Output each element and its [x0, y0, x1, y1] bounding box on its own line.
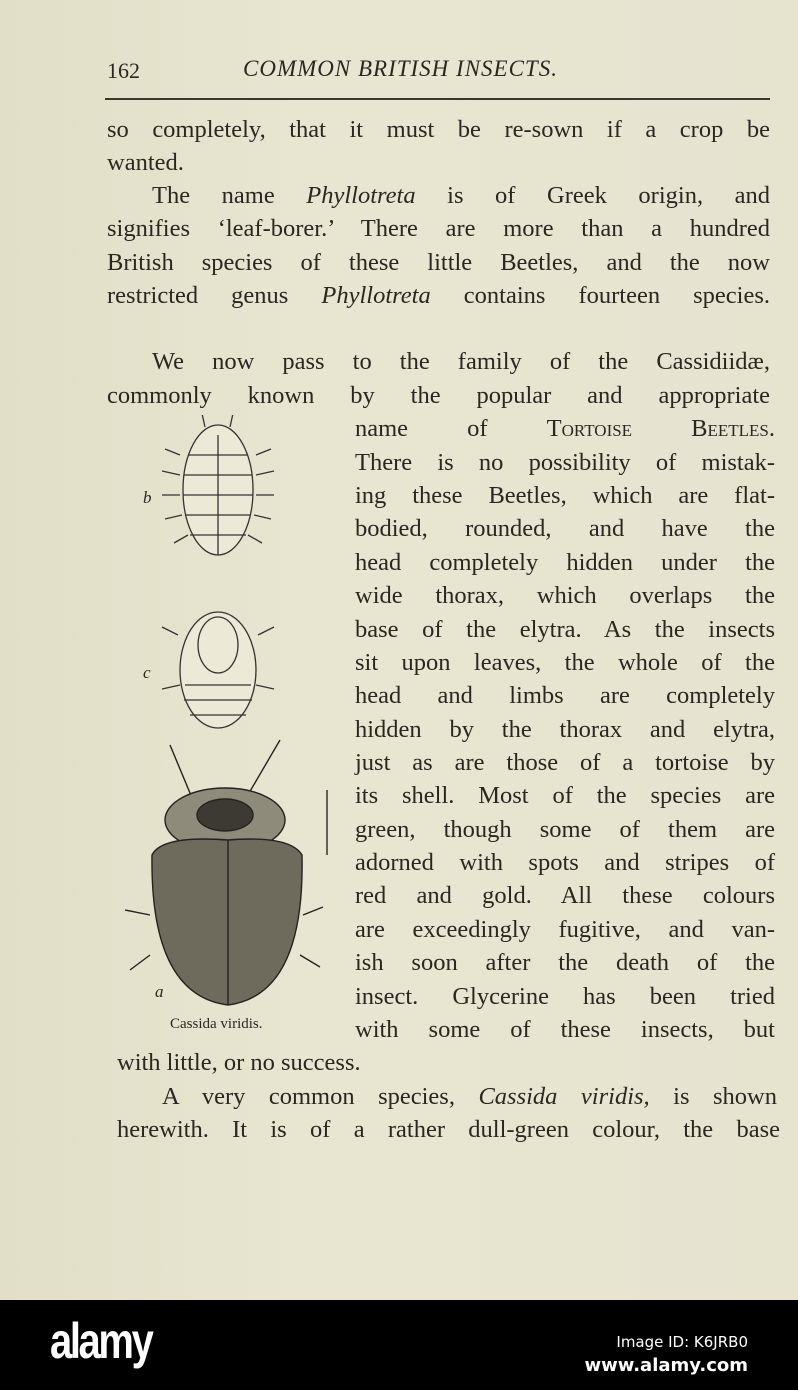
text: is of Greek origin, and [415, 182, 770, 209]
text-line [107, 181, 770, 211]
pupa-c-drawing [162, 612, 274, 728]
text-line: with some of these insects, but [355, 1016, 775, 1043]
genus-name: Phyllotreta [321, 282, 431, 309]
text-line [117, 1082, 777, 1112]
text-line: red and gold. All these colours [355, 882, 775, 909]
species-name: Cassida viridis, [478, 1083, 650, 1110]
text-line: We now pass to the family of the Cassidiidæ, [152, 348, 770, 375]
text: The name [152, 182, 307, 209]
text-line: are exceedingly fugitive, and van- [355, 916, 775, 943]
text-line: head and limbs are completely [355, 682, 775, 709]
text-line: bodied, rounded, and have the [355, 515, 775, 542]
text-line: hidden by the thorax and elytra, [355, 716, 775, 743]
text-line: British species of these little Beetles, and the now [107, 249, 770, 276]
text: restricted genus [107, 282, 322, 309]
image-id: Image ID: K6JRB0 [616, 1333, 748, 1351]
common-name: Tortoise Beetles. [546, 415, 776, 442]
text-line: ish soon after the death of the [355, 949, 775, 976]
text-line: base of the elytra. As the insects [355, 616, 775, 643]
figure-label-c: c [143, 663, 151, 682]
text-line [355, 414, 775, 444]
text: A very common species, [162, 1083, 479, 1110]
text-line: head completely hidden under the [355, 549, 775, 576]
text-line: insect. Glycerine has been tried [355, 983, 775, 1010]
text-line: just as are those of a tortoise by [355, 749, 775, 776]
figure-label-b: b [143, 488, 152, 507]
text: name of [355, 415, 547, 442]
running-title: COMMON BRITISH INSECTS. [243, 56, 558, 81]
text-line: adorned with spots and stripes of [355, 849, 775, 876]
page-number: 162 [107, 58, 140, 83]
text-line: sit upon leaves, the whole of the [355, 649, 775, 676]
genus-name: Phyllotreta [306, 182, 416, 209]
text-line [107, 281, 770, 311]
text-line: with little, or no success. [117, 1049, 361, 1076]
text-line: There is no possibility of mistak- [355, 449, 775, 476]
text-line: ing these Beetles, which are flat- [355, 482, 775, 509]
text-line: herewith. It is of a rather dull-green colour, the base [117, 1116, 780, 1143]
text-line: green, though some of them are [355, 816, 775, 843]
text-line: its shell. Most of the species are [355, 782, 775, 809]
text-line: wanted. [107, 149, 184, 176]
header-rule [105, 98, 770, 100]
text-line: commonly known by the popular and appropriate [107, 382, 770, 409]
site-url[interactable]: www.alamy.com [584, 1355, 748, 1376]
larva-b-drawing [162, 415, 274, 555]
figure-label-a: a [155, 982, 164, 1001]
text: is shown [649, 1083, 777, 1110]
text-line: wide thorax, which overlaps the [355, 582, 775, 609]
text-line: signifies ‘leaf-borer.’ There are more than a hundred [107, 215, 770, 242]
alamy-logo: alamy [50, 1313, 152, 1369]
text-line: so completely, that it must be re-sown if a crop be [107, 116, 770, 143]
text: contains fourteen species. [430, 282, 770, 309]
adult-beetle-a-drawing [125, 740, 323, 1005]
beetle-illustration [110, 415, 350, 1035]
figure-caption: Cassida viridis. [170, 1016, 263, 1032]
